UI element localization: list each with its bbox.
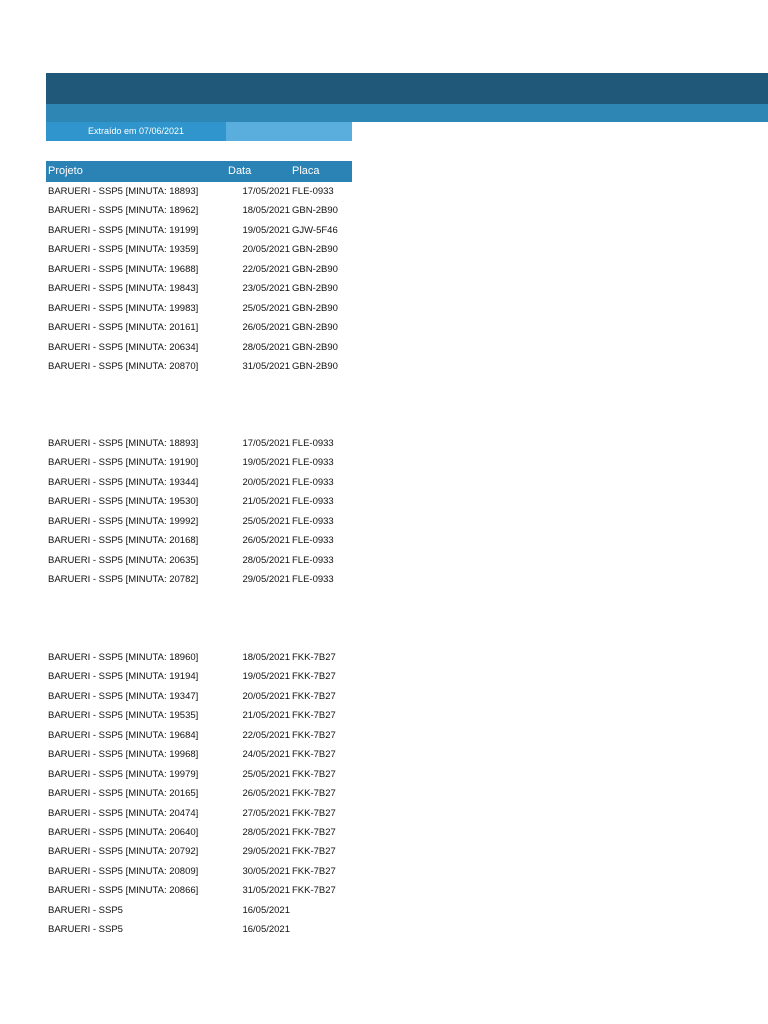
cell-data: 25/05/2021 [242,515,290,527]
cell-projeto: BARUERI - SSP5 [48,924,123,936]
cell-placa: FLE-0933 [292,554,334,566]
cell-placa: FKK-7B27 [292,846,336,858]
extraction-row [46,122,352,141]
table-row [46,201,366,220]
column-header-placa: Placa [292,165,320,177]
cell-projeto: BARUERI - SSP5 [MINUTA: 20640] [48,826,199,838]
top-sub-banner [46,104,768,122]
cell-placa: FKK-7B27 [292,826,336,838]
table-row [46,862,366,881]
row-group-1 [46,182,366,376]
cell-placa: GBN-2B90 [292,341,338,353]
cell-data: 30/05/2021 [242,865,290,877]
cell-placa: FLE-0933 [292,496,334,508]
table-row [46,667,366,686]
cell-placa: GBN-2B90 [292,263,338,275]
table-row [46,279,366,298]
cell-data: 16/05/2021 [242,924,290,936]
cell-projeto: BARUERI - SSP5 [MINUTA: 20870] [48,360,199,372]
cell-data: 21/05/2021 [242,710,290,722]
cell-placa: FKK-7B27 [292,788,336,800]
cell-placa: FKK-7B27 [292,729,336,741]
cell-placa: GBN-2B90 [292,322,338,334]
cell-projeto: BARUERI - SSP5 [MINUTA: 19968] [48,749,199,761]
cell-data: 26/05/2021 [242,788,290,800]
cell-placa: FKK-7B27 [292,690,336,702]
cell-data: 20/05/2021 [242,690,290,702]
cell-placa: FLE-0933 [292,535,334,547]
cell-projeto: BARUERI - SSP5 [MINUTA: 20809] [48,865,199,877]
table-row [46,920,366,939]
cell-placa: FKK-7B27 [292,807,336,819]
cell-projeto: BARUERI - SSP5 [MINUTA: 19347] [48,690,199,702]
cell-placa: GBN-2B90 [292,360,338,372]
cell-projeto: BARUERI - SSP5 [MINUTA: 19979] [48,768,199,780]
table-row [46,551,366,570]
cell-projeto: BARUERI - SSP5 [MINUTA: 19359] [48,244,199,256]
table-row [46,240,366,259]
cell-projeto: BARUERI - SSP5 [MINUTA: 19843] [48,283,199,295]
cell-projeto: BARUERI - SSP5 [MINUTA: 20866] [48,885,199,897]
cell-placa: GBN-2B90 [292,302,338,314]
cell-placa: FKK-7B27 [292,710,336,722]
extraction-blank-cell [226,122,352,141]
table-row [46,512,366,531]
cell-placa: GBN-2B90 [292,244,338,256]
table-row [46,745,366,764]
cell-data: 17/05/2021 [242,186,290,197]
row-group-3 [46,648,366,940]
cell-data: 16/05/2021 [242,904,290,916]
cell-projeto: BARUERI - SSP5 [MINUTA: 19530] [48,496,199,508]
cell-projeto: BARUERI - SSP5 [MINUTA: 20634] [48,341,199,353]
table-row [46,221,366,240]
cell-data: 31/05/2021 [242,360,290,372]
cell-projeto: BARUERI - SSP5 [MINUTA: 19199] [48,224,199,236]
cell-data: 18/05/2021 [242,205,290,217]
table-row [46,726,366,745]
cell-data: 21/05/2021 [242,496,290,508]
cell-data: 19/05/2021 [242,224,290,236]
table-row [46,706,366,725]
cell-data: 28/05/2021 [242,826,290,838]
cell-placa: FKK-7B27 [292,768,336,780]
cell-projeto: BARUERI - SSP5 [MINUTA: 20168] [48,535,199,547]
table-row [46,531,366,550]
cell-projeto: BARUERI - SSP5 [MINUTA: 19190] [48,457,199,469]
extraction-date-label: Extraído em 07/06/2021 [46,122,226,141]
table-row [46,570,366,589]
row-group-2 [46,434,366,590]
cell-projeto: BARUERI - SSP5 [MINUTA: 18962] [48,205,199,217]
table-row [46,434,366,453]
table-row [46,260,366,279]
cell-projeto: BARUERI - SSP5 [MINUTA: 18893] [48,186,199,197]
cell-data: 17/05/2021 [242,438,290,449]
cell-projeto: BARUERI - SSP5 [MINUTA: 19194] [48,671,199,683]
cell-placa: GBN-2B90 [292,283,338,295]
cell-data: 28/05/2021 [242,341,290,353]
table-row [46,648,366,667]
cell-data: 27/05/2021 [242,807,290,819]
cell-placa: FLE-0933 [292,574,334,586]
cell-data: 20/05/2021 [242,244,290,256]
cell-placa: FKK-7B27 [292,671,336,683]
cell-projeto: BARUERI - SSP5 [MINUTA: 20165] [48,788,199,800]
table-row [46,901,366,920]
table-row [46,299,366,318]
cell-placa: FKK-7B27 [292,652,336,663]
cell-placa: FLE-0933 [292,186,334,197]
cell-placa: FLE-0933 [292,515,334,527]
cell-placa: FLE-0933 [292,457,334,469]
table-row [46,473,366,492]
cell-projeto: BARUERI - SSP5 [MINUTA: 19992] [48,515,199,527]
cell-data: 23/05/2021 [242,283,290,295]
cell-placa: FKK-7B27 [292,749,336,761]
cell-data: 20/05/2021 [242,476,290,488]
cell-projeto: BARUERI - SSP5 [MINUTA: 19344] [48,476,199,488]
cell-data: 29/05/2021 [242,846,290,858]
table-row [46,784,366,803]
cell-data: 24/05/2021 [242,749,290,761]
table-row [46,357,366,376]
table-row [46,338,366,357]
cell-data: 31/05/2021 [242,885,290,897]
cell-placa: GBN-2B90 [292,205,338,217]
table-row [46,318,366,337]
cell-data: 28/05/2021 [242,554,290,566]
cell-data: 19/05/2021 [242,457,290,469]
cell-projeto: BARUERI - SSP5 [MINUTA: 19535] [48,710,199,722]
cell-data: 25/05/2021 [242,768,290,780]
cell-projeto: BARUERI - SSP5 [MINUTA: 19684] [48,729,199,741]
cell-projeto: BARUERI - SSP5 [MINUTA: 20782] [48,574,199,586]
table-row [46,842,366,861]
cell-projeto: BARUERI - SSP5 [MINUTA: 20474] [48,807,199,819]
cell-data: 22/05/2021 [242,263,290,275]
table-header [46,161,352,182]
cell-placa: FLE-0933 [292,476,334,488]
column-header-data: Data [228,165,252,177]
table-row [46,765,366,784]
table-row [46,804,366,823]
table-row [46,492,366,511]
top-banner [46,73,768,104]
cell-data: 29/05/2021 [242,574,290,586]
cell-placa: FLE-0933 [292,438,334,449]
cell-data: 19/05/2021 [242,671,290,683]
cell-projeto: BARUERI - SSP5 [MINUTA: 19688] [48,263,199,275]
cell-placa: GJW-5F46 [292,224,338,236]
cell-data: 25/05/2021 [242,302,290,314]
cell-data: 18/05/2021 [242,652,290,663]
table-row [46,687,366,706]
cell-data: 22/05/2021 [242,729,290,741]
table-row [46,182,366,201]
cell-projeto: BARUERI - SSP5 [MINUTA: 18960] [48,652,199,663]
column-header-projeto: Projeto [48,165,83,177]
cell-placa: FKK-7B27 [292,865,336,877]
table-row [46,453,366,472]
table-row [46,823,366,842]
cell-projeto: BARUERI - SSP5 [48,904,123,916]
cell-projeto: BARUERI - SSP5 [MINUTA: 20161] [48,322,199,334]
cell-placa: FKK-7B27 [292,885,336,897]
cell-data: 26/05/2021 [242,322,290,334]
cell-projeto: BARUERI - SSP5 [MINUTA: 20792] [48,846,199,858]
cell-projeto: BARUERI - SSP5 [MINUTA: 20635] [48,554,199,566]
cell-data: 26/05/2021 [242,535,290,547]
cell-projeto: BARUERI - SSP5 [MINUTA: 18893] [48,438,199,449]
table-row [46,881,366,900]
cell-projeto: BARUERI - SSP5 [MINUTA: 19983] [48,302,199,314]
